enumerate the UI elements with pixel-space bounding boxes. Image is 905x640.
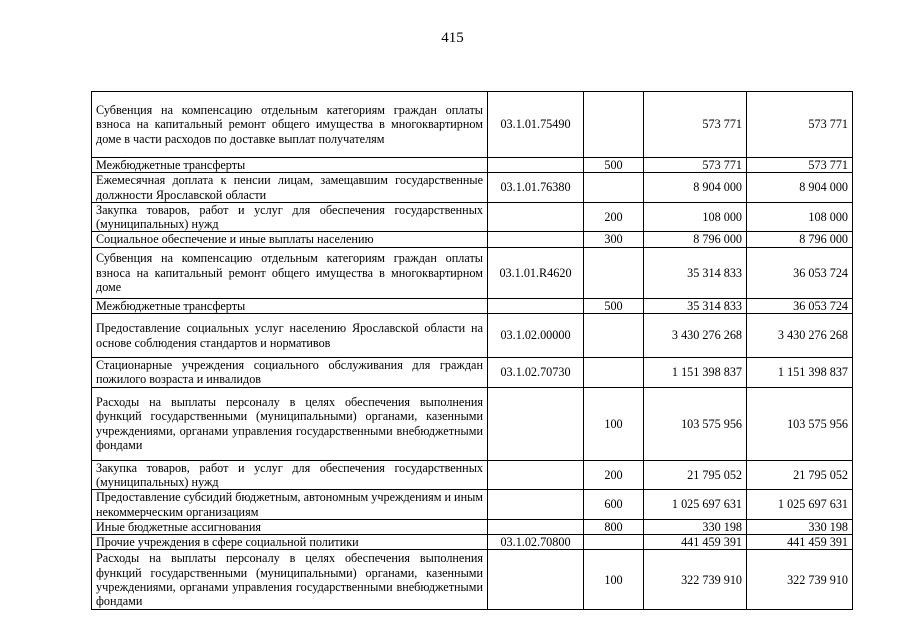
- amount-year-2: 1 025 697 631: [747, 490, 853, 520]
- amount-year-1: 573 771: [644, 158, 747, 173]
- amount-year-2: 322 739 910: [747, 550, 853, 610]
- amount-year-2: 573 771: [747, 158, 853, 173]
- expense-type: 200: [584, 202, 644, 232]
- amount-year-1: 108 000: [644, 202, 747, 232]
- table-row: [92, 202, 853, 232]
- expense-name: Прочие учреждения в сфере социальной политики: [92, 535, 488, 550]
- expense-type: 500: [584, 158, 644, 173]
- table-row: [92, 232, 853, 247]
- expense-type: [584, 173, 644, 203]
- expense-name: Ежемесячная доплата к пенсии лицам, замещавшим государственные должности Ярославской области: [92, 173, 488, 203]
- budget-table: [91, 91, 853, 610]
- amount-year-2: 1 151 398 837: [747, 358, 853, 388]
- amount-year-2: 21 795 052: [747, 460, 853, 490]
- table-row: [92, 314, 853, 358]
- target-code: [488, 298, 584, 313]
- table-row: [92, 535, 853, 550]
- table-row: [92, 387, 853, 460]
- table-row: [92, 92, 853, 158]
- expense-type: [584, 247, 644, 298]
- amount-year-2: 103 575 956: [747, 387, 853, 460]
- target-code: 03.1.01.R4620: [488, 247, 584, 298]
- amount-year-2: 36 053 724: [747, 247, 853, 298]
- target-code: [488, 202, 584, 232]
- target-code: 03.1.02.00000: [488, 314, 584, 358]
- expense-name: Межбюджетные трансферты: [92, 158, 488, 173]
- table-row: [92, 358, 853, 388]
- table-row: [92, 519, 853, 534]
- expense-type: 100: [584, 550, 644, 610]
- table-row: [92, 247, 853, 298]
- target-code: [488, 550, 584, 610]
- table-row: [92, 298, 853, 313]
- expense-name: Расходы на выплаты персоналу в целях обеспечения выполнения функций государственными (муниципальными) органами, казенными учреждениями, органами управления государственными внебюджетными фондами: [92, 550, 488, 610]
- expense-name: Субвенция на компенсацию отдельным категориям граждан оплаты взноса на капитальный ремонт общего имущества в многоквартирном доме в части расходов по доставке выплат получателям: [92, 92, 488, 158]
- amount-year-1: 573 771: [644, 92, 747, 158]
- amount-year-1: 322 739 910: [644, 550, 747, 610]
- expense-type: [584, 314, 644, 358]
- expense-name: Субвенция на компенсацию отдельным категориям граждан оплаты взноса на капитальный ремонт общего имущества в многоквартирном доме: [92, 247, 488, 298]
- target-code: [488, 158, 584, 173]
- amount-year-2: 3 430 276 268: [747, 314, 853, 358]
- amount-year-2: 8 904 000: [747, 173, 853, 203]
- expense-type: 200: [584, 460, 644, 490]
- table-row: [92, 158, 853, 173]
- amount-year-1: 35 314 833: [644, 298, 747, 313]
- expense-type: 600: [584, 490, 644, 520]
- amount-year-2: 108 000: [747, 202, 853, 232]
- expense-name: Расходы на выплаты персоналу в целях обеспечения выполнения функций государственными (муниципальными) органами, казенными учреждениями, органами управления государственными внебюджетными фондами: [92, 387, 488, 460]
- table-row: [92, 460, 853, 490]
- target-code: [488, 232, 584, 247]
- expense-type: [584, 92, 644, 158]
- expense-type: [584, 535, 644, 550]
- amount-year-2: 573 771: [747, 92, 853, 158]
- expense-name: Закупка товаров, работ и услуг для обеспечения государственных (муниципальных) нужд: [92, 202, 488, 232]
- amount-year-1: 1 025 697 631: [644, 490, 747, 520]
- expense-name: Предоставление социальных услуг населению Ярославской области на основе соблюдения стандартов и нормативов: [92, 314, 488, 358]
- target-code: 03.1.02.70800: [488, 535, 584, 550]
- table-row: [92, 490, 853, 520]
- amount-year-1: 21 795 052: [644, 460, 747, 490]
- expense-type: 300: [584, 232, 644, 247]
- expense-name: Стационарные учреждения социального обслуживания для граждан пожилого возраста и инвалидов: [92, 358, 488, 388]
- amount-year-1: 1 151 398 837: [644, 358, 747, 388]
- table-row: [92, 550, 853, 610]
- amount-year-2: 330 198: [747, 519, 853, 534]
- expense-type: 800: [584, 519, 644, 534]
- target-code: [488, 490, 584, 520]
- amount-year-1: 330 198: [644, 519, 747, 534]
- expense-name: Иные бюджетные ассигнования: [92, 519, 488, 534]
- table-body: [92, 92, 853, 610]
- target-code: [488, 519, 584, 534]
- expense-name: Межбюджетные трансферты: [92, 298, 488, 313]
- expense-name: Закупка товаров, работ и услуг для обеспечения государственных (муниципальных) нужд: [92, 460, 488, 490]
- target-code: [488, 460, 584, 490]
- expense-type: 500: [584, 298, 644, 313]
- amount-year-1: 103 575 956: [644, 387, 747, 460]
- amount-year-1: 8 904 000: [644, 173, 747, 203]
- target-code: [488, 387, 584, 460]
- amount-year-2: 441 459 391: [747, 535, 853, 550]
- expense-name: Предоставление субсидий бюджетным, автономным учреждениям и иным некоммерческим организациям: [92, 490, 488, 520]
- expense-type: [584, 358, 644, 388]
- page-number: 415: [441, 30, 464, 46]
- target-code: 03.1.02.70730: [488, 358, 584, 388]
- amount-year-2: 8 796 000: [747, 232, 853, 247]
- amount-year-1: 8 796 000: [644, 232, 747, 247]
- expense-name: Социальное обеспечение и иные выплаты населению: [92, 232, 488, 247]
- expense-type: 100: [584, 387, 644, 460]
- target-code: 03.1.01.76380: [488, 173, 584, 203]
- amount-year-2: 36 053 724: [747, 298, 853, 313]
- amount-year-1: 35 314 833: [644, 247, 747, 298]
- table-row: [92, 173, 853, 203]
- target-code: 03.1.01.75490: [488, 92, 584, 158]
- amount-year-1: 3 430 276 268: [644, 314, 747, 358]
- amount-year-1: 441 459 391: [644, 535, 747, 550]
